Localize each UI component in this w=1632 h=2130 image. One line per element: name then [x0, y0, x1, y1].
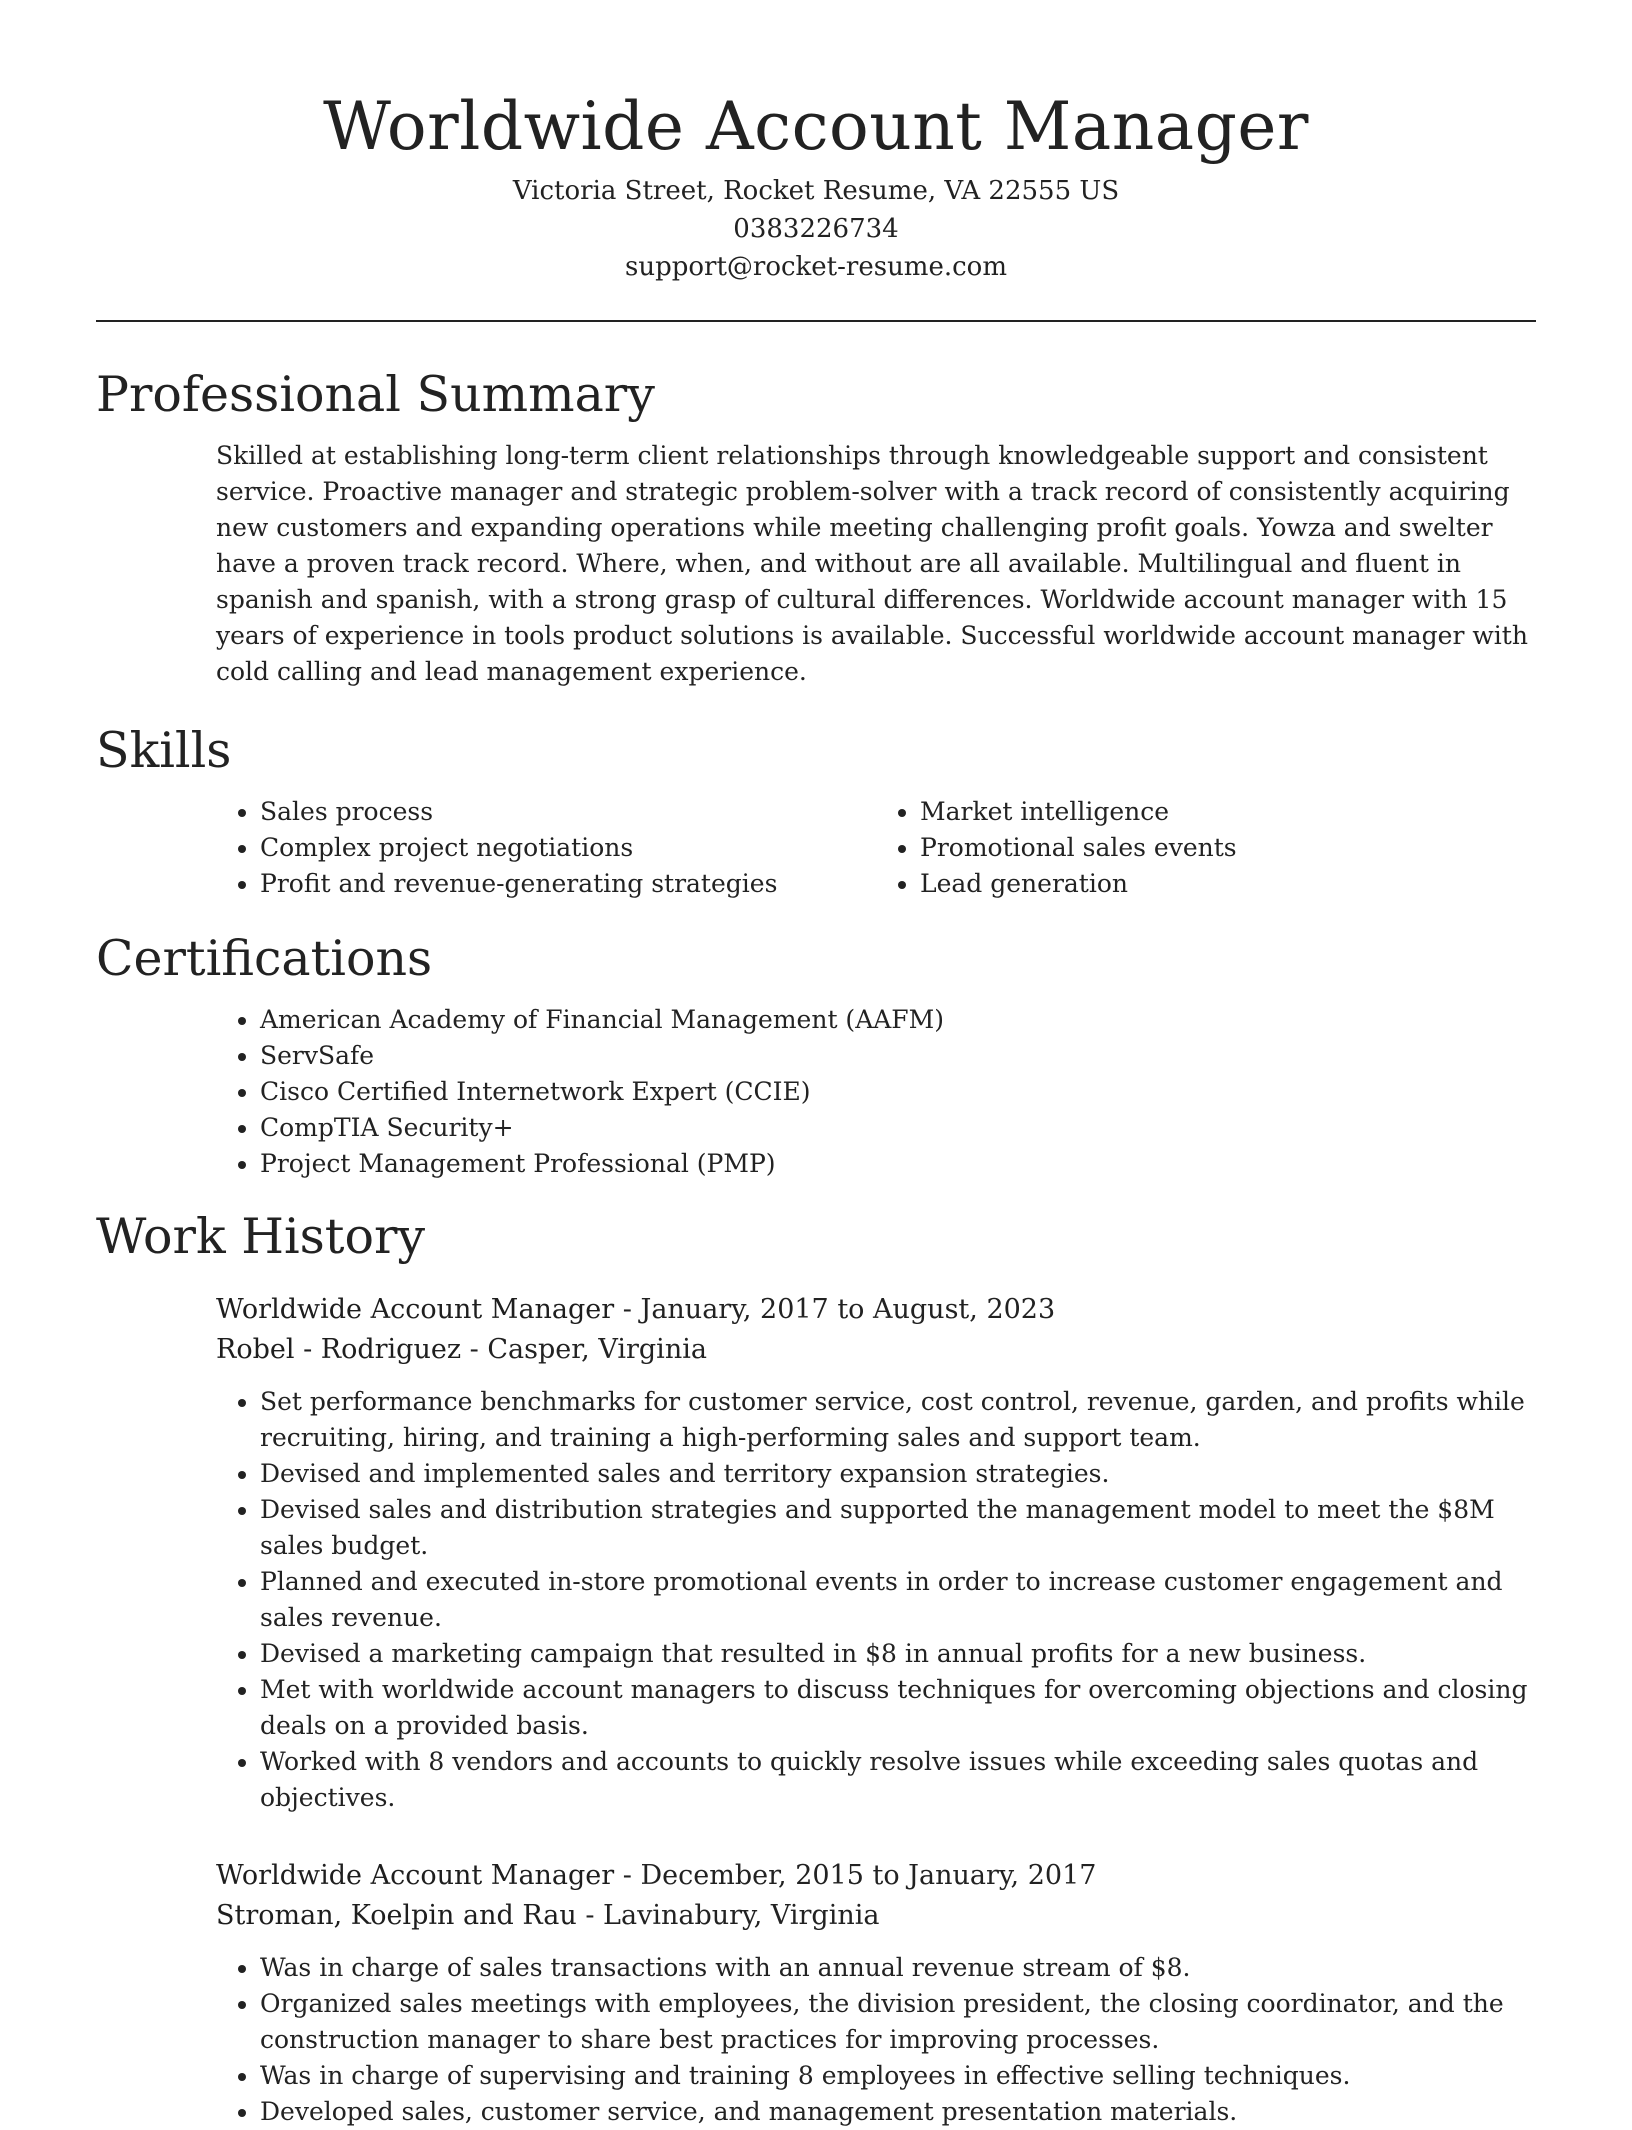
header-divider [96, 320, 1536, 322]
certification-item: • Cisco Certified Internetwork Expert (CCIE) [260, 1074, 1536, 1110]
job-employer-line [216, 1330, 1536, 1370]
resume-page [96, 0, 1536, 2130]
certification-item: • American Academy of Financial Management (AAFM) [260, 1002, 1536, 1038]
job-entry [216, 1290, 1536, 1816]
job-employer: Robel - Rodriguez [216, 1334, 462, 1365]
candidate-name: Worldwide Account Manager [323, 88, 1309, 165]
skill-item: • Sales process [260, 794, 876, 830]
skills-heading: Skills [96, 722, 232, 779]
resume-header [96, 0, 1536, 286]
job-location: - Casper, Virginia [461, 1334, 707, 1365]
skill-item: • Lead generation [920, 866, 1536, 902]
job-location: - Lavinabury, Virginia [576, 1900, 880, 1931]
job-dates: - January, 2017 to August, 2023 [614, 1294, 1056, 1325]
job-bullet-list [216, 1950, 1536, 2130]
skill-item: • Complex project negotiations [260, 830, 876, 866]
summary-heading: Professional Summary [96, 366, 655, 423]
contact-email: support@rocket-resume.com [624, 252, 1007, 282]
job-bullet: • Developed sales, customer service, and management presentation materials. [260, 2094, 1536, 2130]
skills-grid [216, 794, 1536, 902]
contact-phone: 0383226734 [733, 214, 899, 244]
skills-section [216, 794, 1536, 902]
certifications-section [216, 1002, 1536, 1182]
work-history-section [216, 1290, 1536, 2130]
job-bullet: • Worked with 8 vendors and accounts to quickly resolve issues while exceeding sales quotas and objectives. [260, 1744, 1536, 1816]
job-bullet: • Was in charge of supervising and training 8 employees in effective selling techniques. [260, 2058, 1536, 2094]
certification-item: • Project Management Professional (PMP) [260, 1146, 1536, 1182]
job-title-line [216, 1290, 1536, 1330]
job-bullet: • Organized sales meetings with employees, the division president, the closing coordinator, and the construction manager to share best practices for improving processes. [260, 1986, 1536, 2058]
certification-item: • ServSafe [260, 1038, 1536, 1074]
job-bullet: • Devised sales and distribution strategies and supported the management model to meet the $8M sales budget. [260, 1492, 1536, 1564]
job-bullet: • Was in charge of sales transactions with an annual revenue stream of $8. [260, 1950, 1536, 1986]
job-bullet-list [216, 1384, 1536, 1816]
job-employer: Stroman, Koelpin and Rau [216, 1900, 577, 1931]
contact-address: Victoria Street, Rocket Resume, VA 22555 US [512, 176, 1120, 206]
work-history-heading: Work History [96, 1208, 426, 1265]
skill-item: • Profit and revenue-generating strategies [260, 866, 876, 902]
skill-item: • Promotional sales events [920, 830, 1536, 866]
job-dates: - December, 2015 to January, 2017 [614, 1860, 1097, 1891]
job-employer-line [216, 1896, 1536, 1936]
job-role: Worldwide Account Manager [216, 1294, 615, 1325]
skills-right-column [876, 794, 1536, 902]
job-role: Worldwide Account Manager [216, 1860, 615, 1891]
job-entry [216, 1856, 1536, 2130]
summary-section [216, 438, 1536, 690]
job-title-line [216, 1856, 1536, 1896]
summary-text: Skilled at establishing long-term client relationships through knowledgeable support and consistent service. Proactive manager and strategic problem-solver with a track record of consistently acquiring new customers and expanding operations while meeting challenging profit goals. Yowza and swelter have a proven track record. Where, when, and without are all available. Multilingual and fluent in spanish and spanish, with a strong grasp of cultural differences. Worldwide account manager with 15 years of experience in tools product solutions is available. Successful worldwide account manager with cold calling and lead management experience. [216, 441, 1528, 686]
job-bullet: • Met with worldwide account managers to discuss techniques for overcoming objections and closing deals on a provided basis. [260, 1672, 1536, 1744]
certifications-list [216, 1002, 1536, 1182]
skill-item: • Market intelligence [920, 794, 1536, 830]
job-bullet: • Devised and implemented sales and territory expansion strategies. [260, 1456, 1536, 1492]
job-bullet: • Devised a marketing campaign that resulted in $8 in annual profits for a new business. [260, 1636, 1536, 1672]
job-bullet: • Planned and executed in-store promotional events in order to increase customer engagement and sales revenue. [260, 1564, 1536, 1636]
job-bullet: • Set performance benchmarks for customer service, cost control, revenue, garden, and profits while recruiting, hiring, and training a high-performing sales and support team. [260, 1384, 1536, 1456]
skills-left-column [216, 794, 876, 902]
certification-item: • CompTIA Security+ [260, 1110, 1536, 1146]
certifications-heading: Certifications [96, 930, 433, 987]
